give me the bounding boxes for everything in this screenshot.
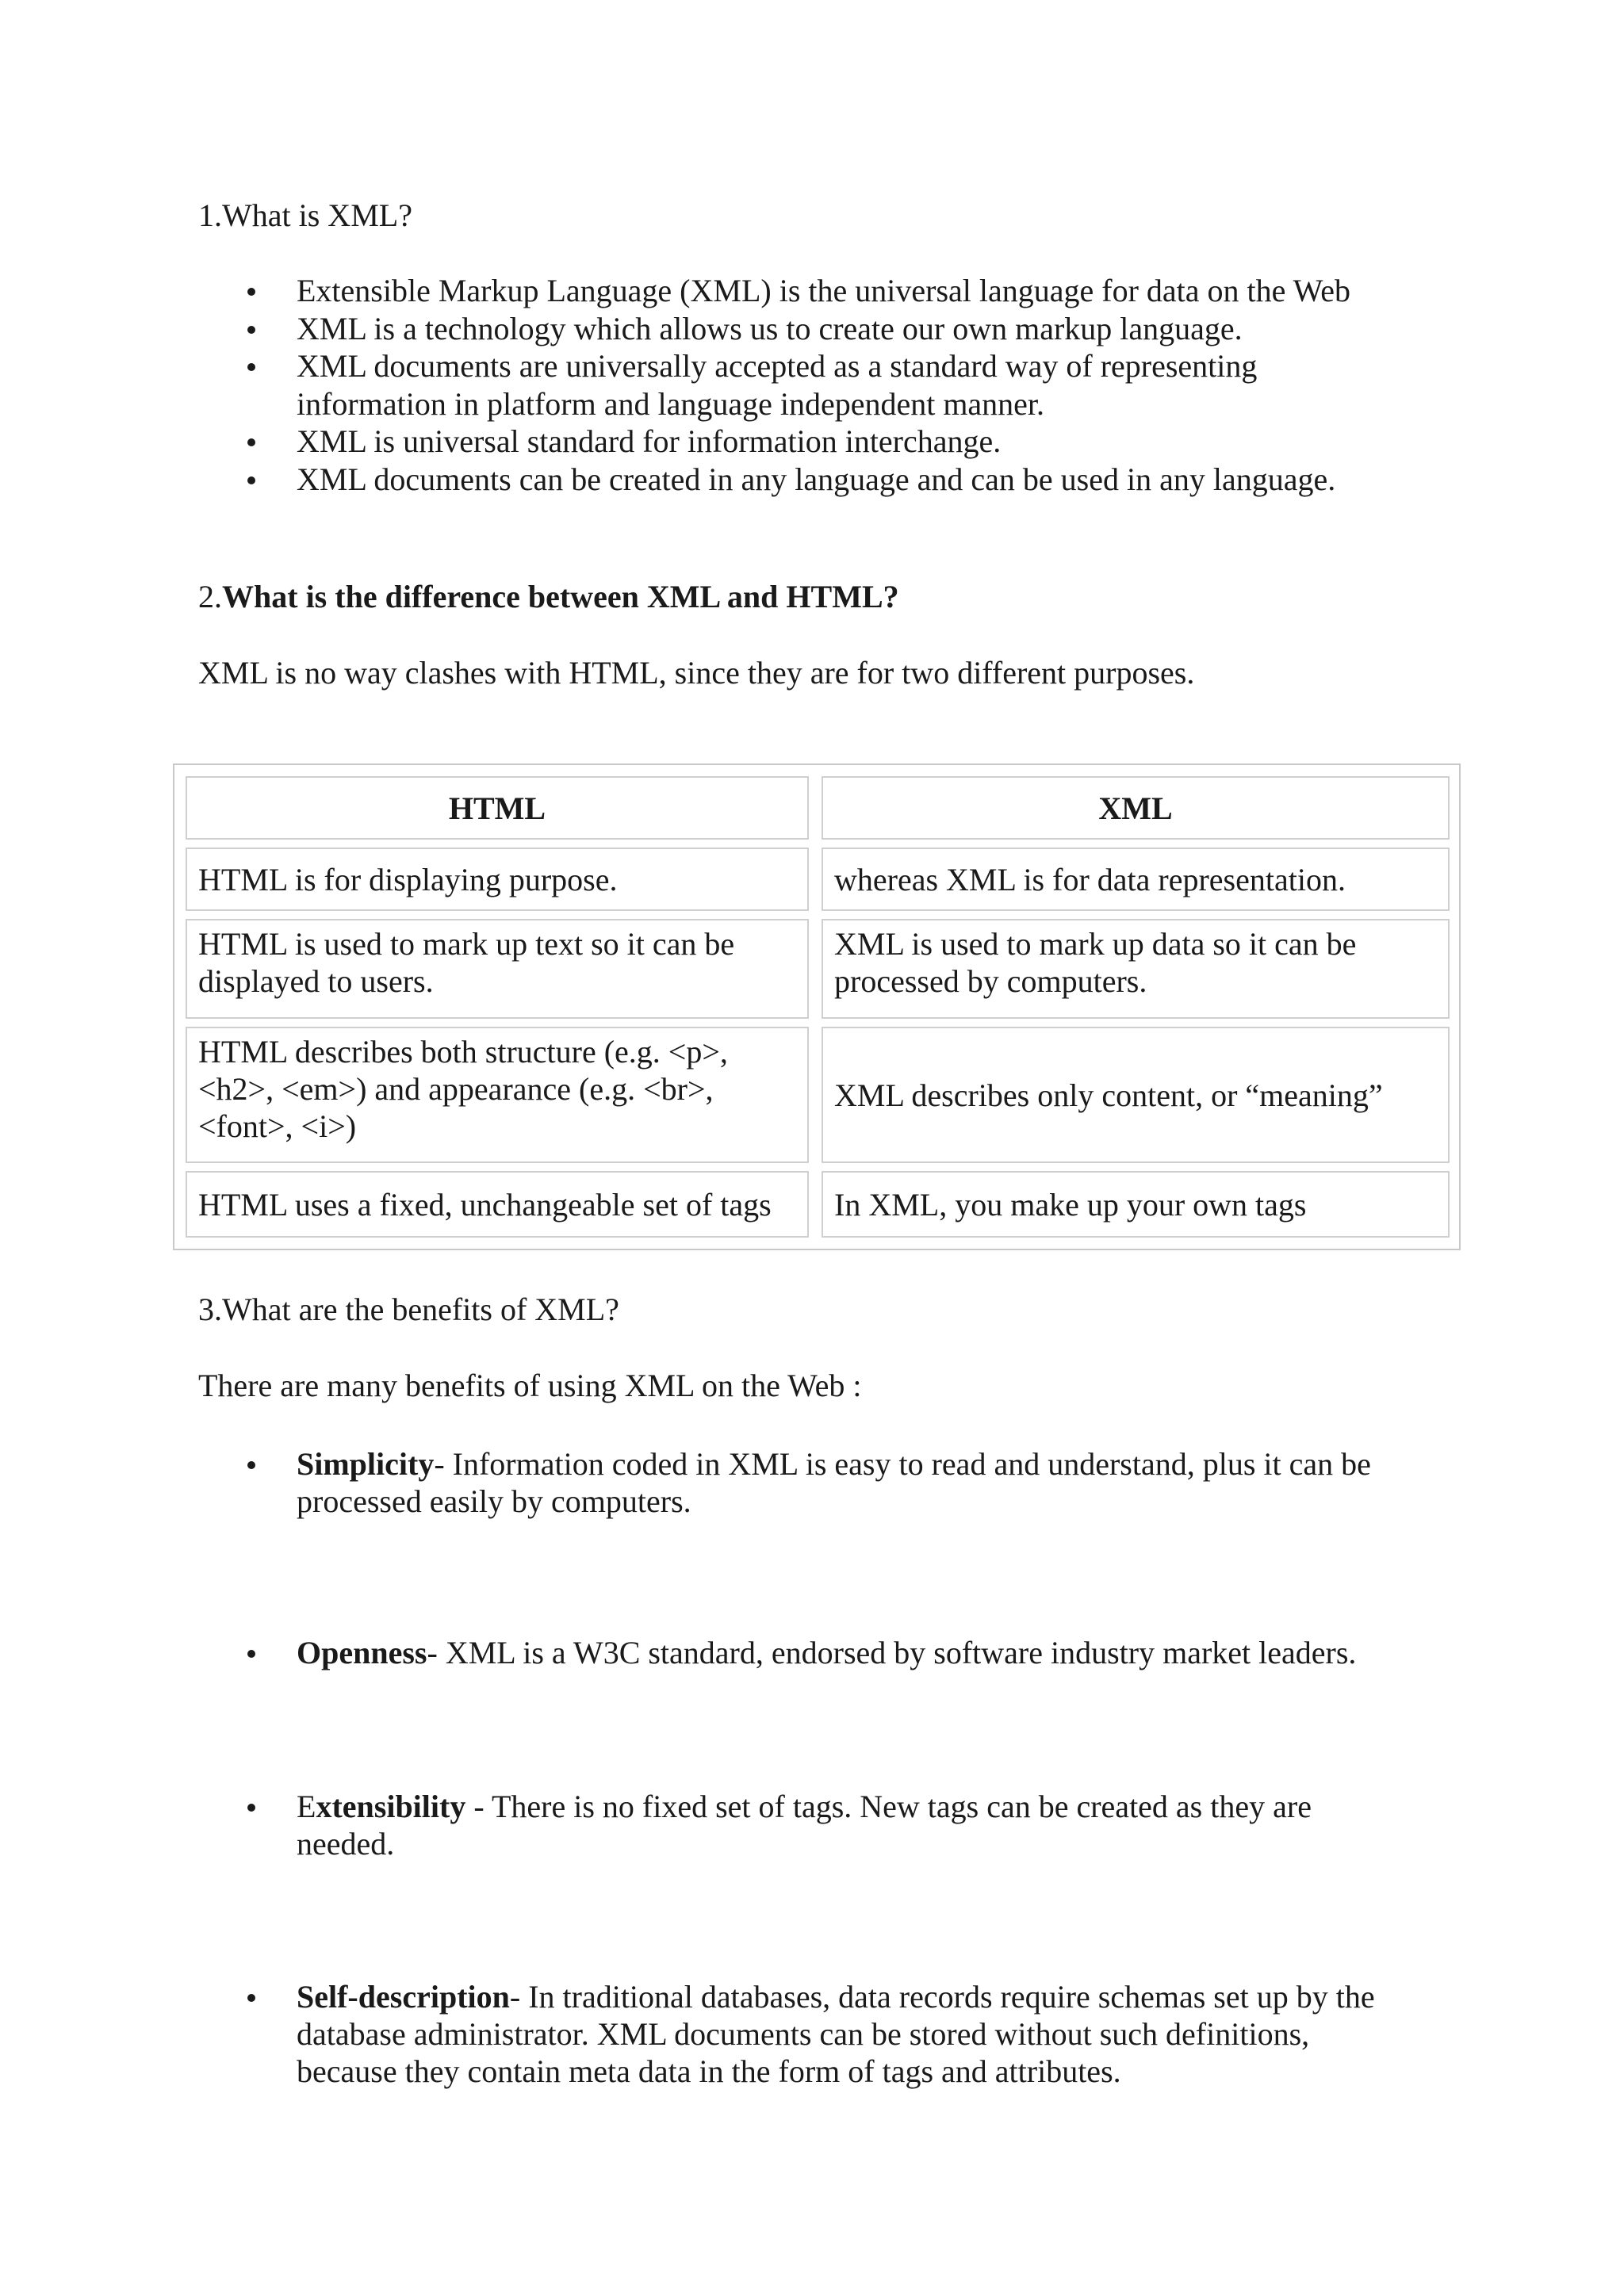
table-cell-xml: whereas XML is for data representation.: [822, 848, 1450, 911]
q3-intro: There are many benefits of using XML on the Web :: [198, 1368, 862, 1403]
q3-heading: 3.What are the benefits of XML?: [198, 1292, 619, 1327]
q2-intro: XML is no way clashes with HTML, since they are for two different purposes.: [198, 655, 1195, 691]
bullet-icon: [247, 1650, 255, 1658]
bullet-icon: [247, 363, 255, 371]
table-cell-html: HTML is for displaying purpose.: [186, 848, 809, 911]
table-header-html: HTML: [186, 776, 809, 840]
q3-benefit-item: [198, 1788, 1312, 1862]
bullet-icon: [247, 326, 255, 334]
q1-bullet-list: [198, 272, 1350, 498]
list-item: XML is universal standard for information interchange.: [198, 423, 1350, 461]
q2-heading: 2.What is the difference between XML and HTML?: [198, 579, 899, 614]
table-cell-xml: XML describes only content, or “meaning”: [822, 1027, 1450, 1163]
table-header-xml: XML: [822, 776, 1450, 840]
bullet-icon: [247, 1804, 255, 1812]
table-cell-html: HTML is used to mark up text so it can be displayed to users.: [186, 919, 809, 1019]
table-cell-xml: XML is used to mark up data so it can be processed by computers.: [822, 919, 1450, 1019]
table-cell-html: HTML describes both structure (e.g. <p>, <h2>, <em>) and appearance (e.g. <br>, <font>, <i>): [186, 1027, 809, 1163]
list-item: Extensible Markup Language (XML) is the universal language for data on the Web: [198, 272, 1350, 310]
list-item: XML is a technology which allows us to create our own markup language.: [198, 310, 1350, 348]
list-item: Extensibility - There is no fixed set of tags. New tags can be created as they are needed.: [198, 1788, 1312, 1862]
table-cell-xml: In XML, you make up your own tags: [822, 1171, 1450, 1238]
bullet-icon: [247, 288, 255, 296]
list-item: Openness- XML is a W3C standard, endorsed by software industry market leaders.: [198, 1634, 1356, 1671]
list-item: Simplicity- Information coded in XML is easy to read and understand, plus it can be processed easily by computers.: [198, 1445, 1371, 1520]
q3-benefit-item: [198, 1445, 1371, 1520]
q3-benefit-item: [198, 1978, 1375, 2090]
list-item: Self-description- In traditional databases, data records require schemas set up by the database administrator. XML documents can be stored without such definitions, because they contain meta data in the form of tags and attributes.: [198, 1978, 1375, 2090]
q3-benefit-item: [198, 1634, 1356, 1671]
table-cell-html: HTML uses a fixed, unchangeable set of tags: [186, 1171, 809, 1238]
bullet-icon: [247, 476, 255, 484]
q1-heading: 1.What is XML?: [198, 197, 412, 233]
bullet-icon: [247, 1994, 255, 2002]
list-item: XML documents can be created in any language and can be used in any language.: [198, 461, 1350, 499]
comparison-table: [173, 763, 1461, 1250]
bullet-icon: [247, 1461, 255, 1469]
list-item: XML documents are universally accepted as a standard way of representing information in platform and language independent manner.: [198, 347, 1350, 423]
bullet-icon: [247, 438, 255, 446]
